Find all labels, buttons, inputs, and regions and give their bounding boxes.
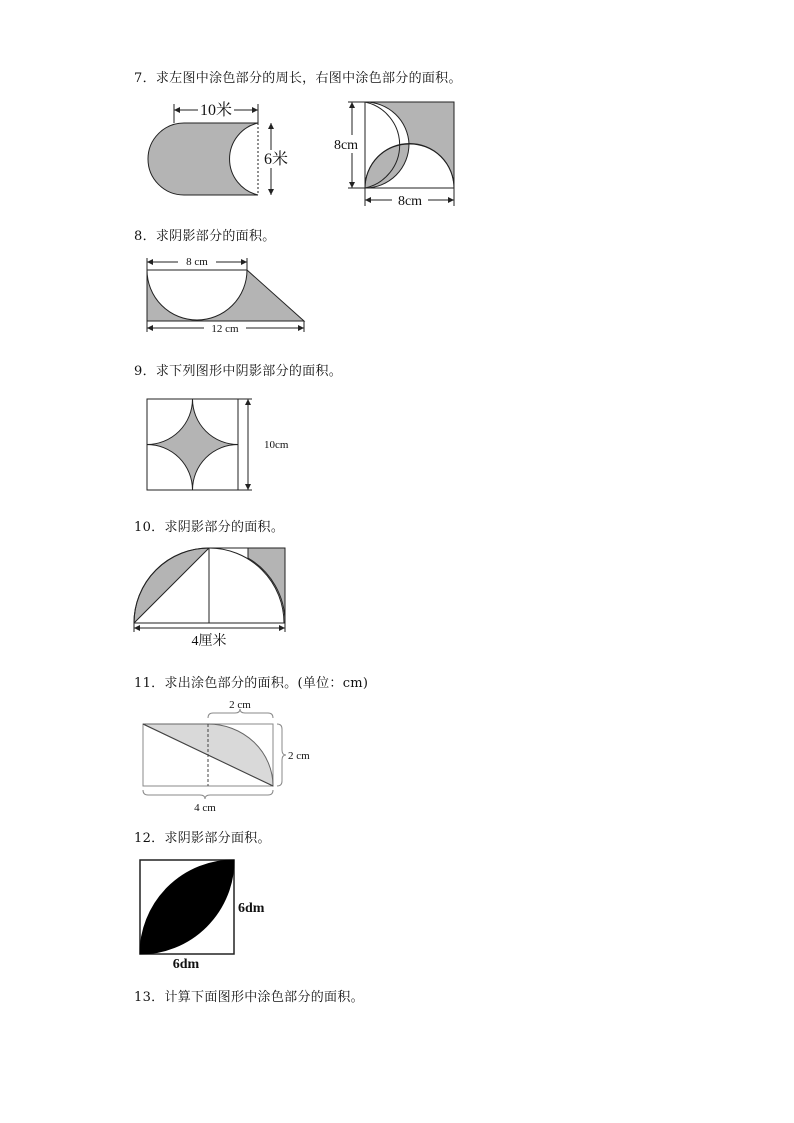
label-10m: 10米 (199, 102, 233, 119)
figure-q8 (140, 252, 312, 338)
label-4cm: 4 cm (194, 802, 216, 814)
question-11-text: 11．求出涂色部分的面积。(单位：cm) (134, 676, 369, 691)
label-2cm-right: 2 cm (288, 750, 310, 762)
question-7-text: 7．求左图中涂色部分的周长，右图中涂色部分的面积。 (134, 71, 462, 86)
figure-q7-right (328, 98, 462, 210)
figure-q12 (134, 854, 274, 974)
label-8cm-height: 8cm (333, 138, 359, 153)
label-6m: 6米 (263, 151, 289, 168)
question-10-text: 10．求阴影部分的面积。 (134, 520, 285, 535)
question-13-text: 13．计算下面图形中涂色部分的面积。 (134, 990, 364, 1005)
figure-q10 (128, 540, 296, 652)
label-8cm: 8 cm (186, 256, 208, 268)
figure-q9 (140, 392, 290, 496)
label-12cm: 12 cm (211, 323, 239, 335)
label-2cm-top: 2 cm (229, 699, 251, 711)
figure-q11 (136, 697, 318, 817)
label-6dm-right: 6dm (238, 901, 265, 916)
label-10cm: 10cm (264, 439, 289, 451)
question-8-text: 8．求阴影部分的面积。 (134, 229, 276, 244)
question-12-text: 12．求阴影部分面积。 (134, 831, 271, 846)
label-6dm-bottom: 6dm (172, 957, 200, 972)
label-8cm-width: 8cm (397, 194, 423, 209)
shaded-region (148, 123, 258, 195)
label-4li: 4厘米 (191, 634, 227, 649)
question-9-text: 9．求下列图形中阴影部分的面积。 (134, 364, 343, 379)
figure-q7-left (126, 98, 296, 202)
